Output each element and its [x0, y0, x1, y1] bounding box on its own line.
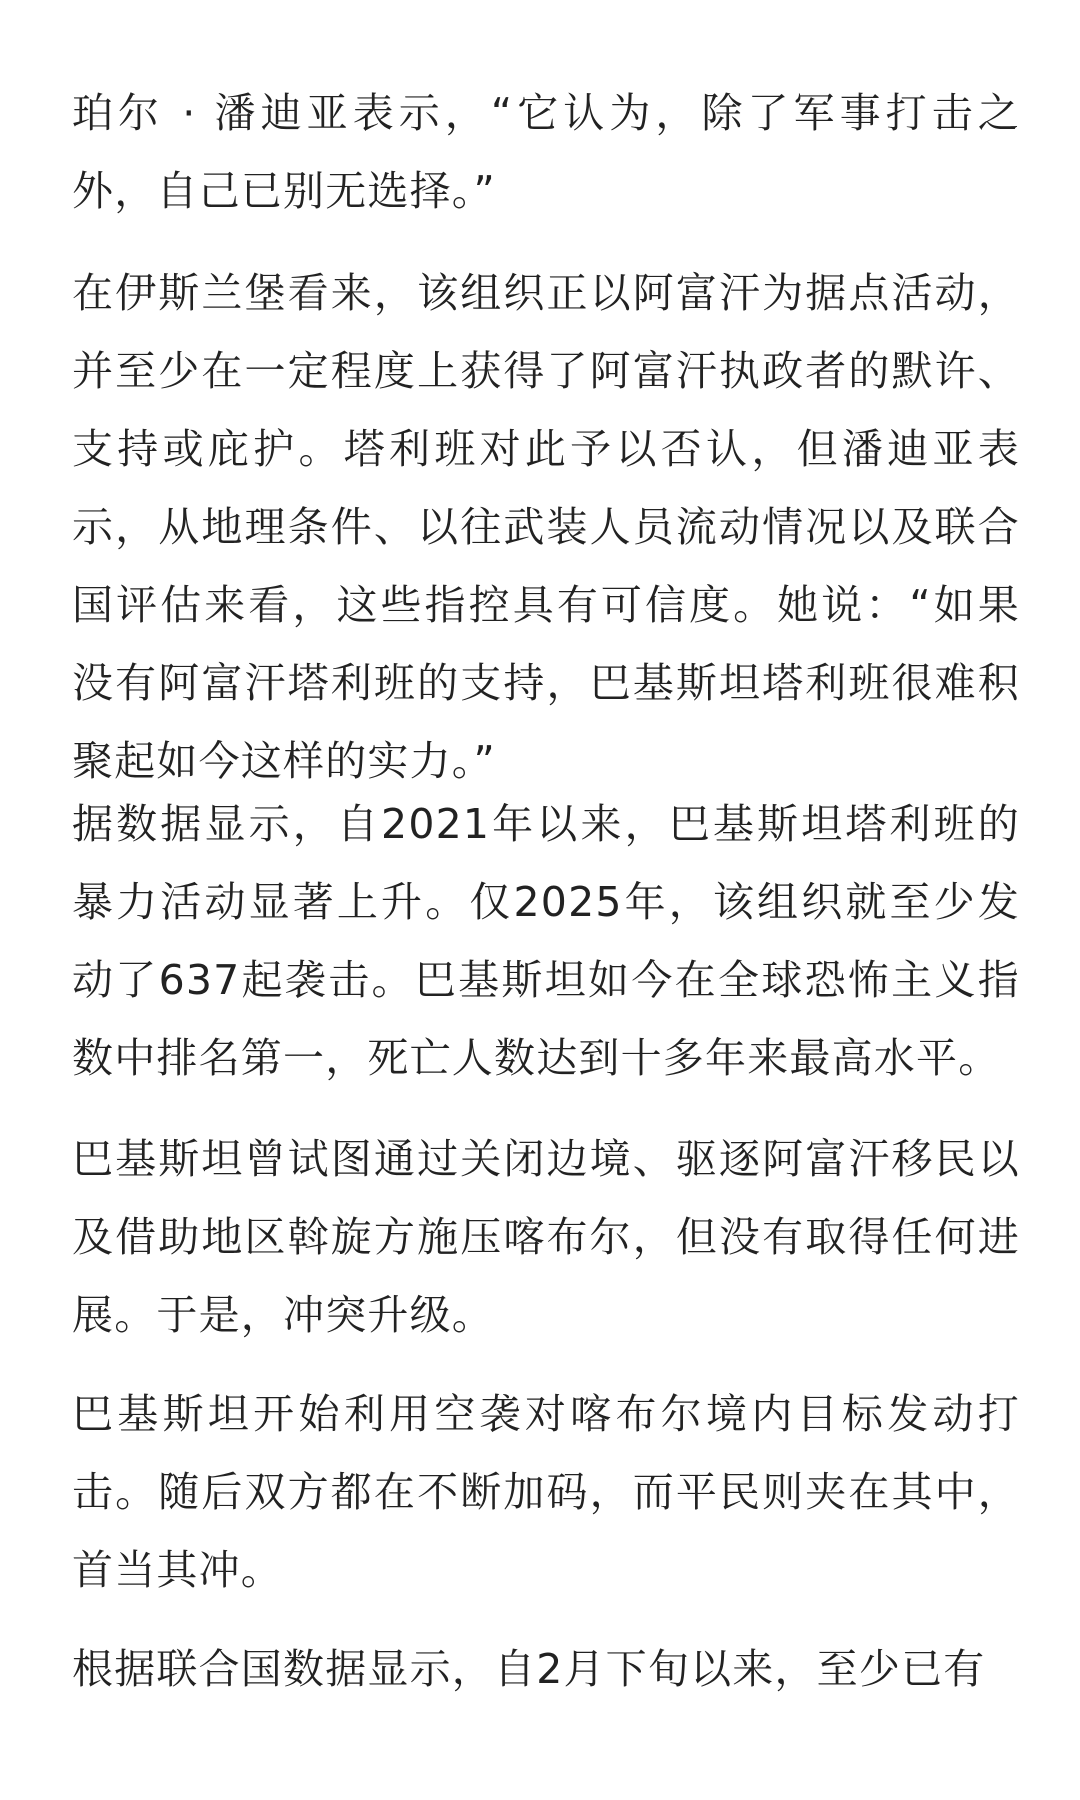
paragraph: 珀尔 · 潘迪亚表示，“它认为，除了军事打击之外，自己已别无选择。”	[72, 89, 1020, 215]
paragraph: 根据联合国数据显示，自2月下旬以来，至少已有	[72, 1645, 986, 1693]
paragraph: 巴基斯坦开始利用空袭对喀布尔境内目标发动打击。随后双方都在不断加码，而平民则夹在其中，首当其冲。	[72, 1390, 1020, 1594]
paragraph: 巴基斯坦曾试图通过关闭边境、驱逐阿富汗移民以及借助地区斡旋方施压喀布尔，但没有取得任何进展。于是，冲突升级。	[72, 1135, 1020, 1339]
paragraph: 据数据显示，自2021年以来，巴基斯坦塔利班的暴力活动显著上升。仅2025年，该组织就至少发动了637起袭击。巴基斯坦如今在全球恐怖主义指数中排名第一，死亡人数达到十多年来最高水平。	[72, 800, 1020, 1082]
paragraph: 在伊斯兰堡看来，该组织正以阿富汗为据点活动，并至少在一定程度上获得了阿富汗执政者的默许、支持或庇护。塔利班对此予以否认，但潘迪亚表示，从地理条件、以往武装人员流动情况以及联合国评估来看，这些指控具有可信度。她说：“如果没有阿富汗塔利班的支持，巴基斯坦塔利班很难积聚起如今这样的实力。”	[72, 269, 1020, 785]
